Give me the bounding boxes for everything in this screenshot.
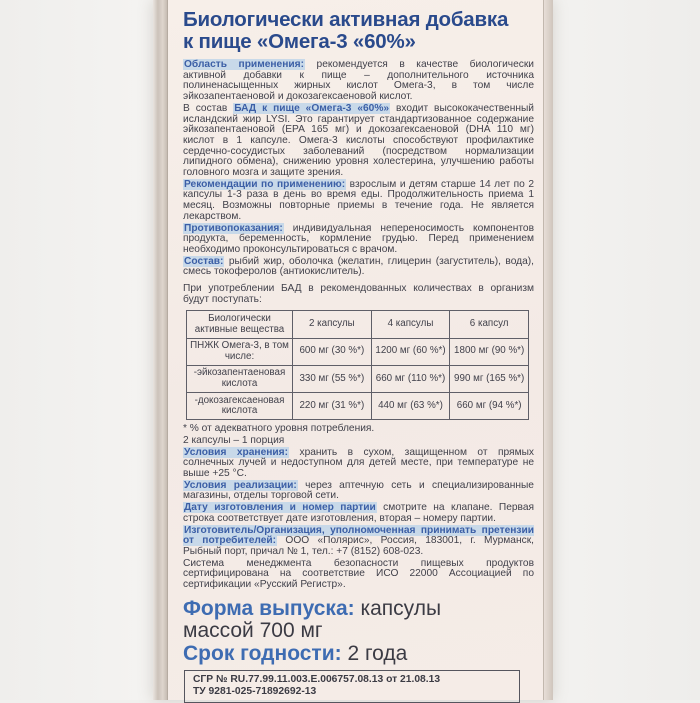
lead-usage-area: Область применения: xyxy=(184,59,304,70)
portion-note: 2 капсулы – 1 порция xyxy=(183,434,285,446)
cell-dha-2: 220 мг (31 %*) xyxy=(293,393,372,420)
registration-number: СГР № RU.77.99.11.003.Е.006757.08.13 от 21.08.13 xyxy=(193,674,441,686)
paragraph-composition-info xyxy=(183,104,534,179)
lead-storage: Условия хранения: xyxy=(184,446,288,458)
cell-dha-name: -докозагексаеновая кислота xyxy=(187,393,293,420)
paragraph-ingredients xyxy=(183,257,534,278)
table-intro: При употреблении БАД в рекомендованных количествах в организм будут поступать: xyxy=(183,283,534,305)
cell-epa-4: 660 мг (110 %*) xyxy=(371,365,450,392)
header-4-capsules: 4 капсулы xyxy=(371,311,450,338)
cell-pufa-6: 1800 мг (90 %*) xyxy=(450,338,529,365)
release-form-block xyxy=(183,598,534,666)
text-certification: Система менеджмента безопасности пищевых продуктов сертифицирована на соответствие ИСО 22000 Ассоциацией по сертификации «Русский Регистр». xyxy=(183,557,534,591)
cell-dha-4: 440 мг (63 %*) xyxy=(371,393,450,420)
paragraph-storage xyxy=(183,448,534,480)
cell-pufa-name: ПНЖК Омега-3, в том числе: xyxy=(187,338,293,365)
table-footnote: * % от адекватного уровня потребления. xyxy=(183,423,375,435)
product-title-line1: Биологически активная добавка xyxy=(183,8,509,31)
shelf-life-label: Срок годности: xyxy=(183,641,342,665)
paragraph-contraindications xyxy=(183,224,534,256)
shelf-life-line xyxy=(183,643,534,666)
cell-dha-6: 660 мг (94 %*) xyxy=(450,393,529,420)
box-left-edge xyxy=(153,0,168,700)
product-title-line2: к пище «Омега-3 «60%» xyxy=(183,30,416,53)
lead-manufacturer: Изготовитель/Организация, уполномоченная принимать претензии от потребителей: xyxy=(183,524,534,547)
text-composition-info: входит высококачественный исландский жир LYSI. Это гарантирует стандартизованное содержание эйкозапентаеновой (EPA 165 мг) и докозагексаеновой (DHA 110 мг) кислот в 1 капсуле. Омега-3 кислоты способствуют профилактике сердечно-сосудистых заболеваний (посредством нормализации липидного обмена), снижению уровня холестерина, улучшению работы головного мозга и защите зрения. xyxy=(183,102,534,179)
cell-pufa-4: 1200 мг (60 %*) xyxy=(371,338,450,365)
registration-box xyxy=(184,670,520,703)
text-manufacturer: ООО «Полярис», Россия, 183001, г. Мурманск, Рыбный порт, причал № 1, тел.: +7 (8152) 608-023. xyxy=(183,535,534,557)
lead-sales: Условия реализации: xyxy=(184,479,297,491)
release-form-label: Форма выпуска: xyxy=(183,596,355,620)
release-form-line2: массой 700 мг xyxy=(183,619,323,643)
text-storage: хранить в сухом, защищенном от прямых солнечных лучей и недоступном для детей месте, при температуре не выше +25 °C. xyxy=(183,446,534,480)
paragraph-batch xyxy=(183,503,534,524)
header-2-capsules: 2 капсулы xyxy=(293,311,372,338)
cell-epa-name: -эйкозапентаеновая кислота xyxy=(187,365,293,392)
header-6-capsules: 6 капсул xyxy=(450,311,529,338)
shelf-life-value: 2 года xyxy=(347,641,408,665)
text-batch: смотрите на клапане. Первая строка соответствует дате изготовления, вторая – номеру партии. xyxy=(183,502,535,524)
label-body xyxy=(183,60,534,591)
table-header-row xyxy=(187,311,529,338)
lead-composition-info: БАД к пище «Омега-3 «60%» xyxy=(234,102,390,114)
lead-batch: Дату изготовления и номер партии xyxy=(184,502,376,514)
table-row xyxy=(187,365,529,392)
box-right-edge xyxy=(543,0,553,700)
lead-recommendations: Рекомендации по применению: xyxy=(184,178,346,190)
paragraph-certification xyxy=(183,559,534,591)
release-form-line1 xyxy=(183,598,534,621)
product-title xyxy=(183,9,534,53)
text-ingredients: рыбий жир, оболочка (желатин, глицерин (загуститель), вода), смесь токоферолов (антиокислитель). xyxy=(183,255,534,278)
lead-contraindications: Противопоказания: xyxy=(184,222,283,234)
nutrition-table xyxy=(186,310,529,420)
text-usage-area: рекомендуется в качестве биологически активной добавки к пище – дополнительного источника полиненасыщенных жирных кислот Омега-3, в том числе эйкозапентаеновой и докозагексаеновой кислот. xyxy=(183,59,534,103)
paragraph-sales xyxy=(183,481,534,502)
label-face xyxy=(168,0,543,700)
text-contraindications: индивидуальная непереносимость компонентов продукта, беременность, кормление грудью. Перед применением необходимо проконсультироваться с врачом. xyxy=(183,222,534,255)
text-sales: через аптечную сеть и специализированные магазины, отделы торговой сети. xyxy=(183,479,534,502)
technical-standard: ТУ 9281-025-71892692-13 xyxy=(193,686,317,698)
supplement-box xyxy=(153,0,553,700)
pre-composition-info: В состав xyxy=(183,102,228,114)
paragraph-usage-area xyxy=(183,60,534,103)
cell-epa-2: 330 мг (55 %*) xyxy=(293,365,372,392)
paragraph-recommendations xyxy=(183,180,534,223)
cell-pufa-2: 600 мг (30 %*) xyxy=(293,338,372,365)
paragraph-manufacturer xyxy=(183,526,534,558)
lead-ingredients: Состав: xyxy=(184,255,224,267)
cell-epa-6: 990 мг (165 %*) xyxy=(450,365,529,392)
header-substances: Биологически активные вещества xyxy=(187,311,293,338)
text-recommendations: взрослым и детям старше 14 лет по 2 капсулы 1-3 раза в день во время еды. Продолжительность приема 1 месяц. Возможны повторные приемы в течение года. Не является лекарством. xyxy=(183,178,534,222)
release-form-value1: капсулы xyxy=(360,596,442,620)
table-row xyxy=(187,338,529,365)
table-row xyxy=(187,393,529,420)
